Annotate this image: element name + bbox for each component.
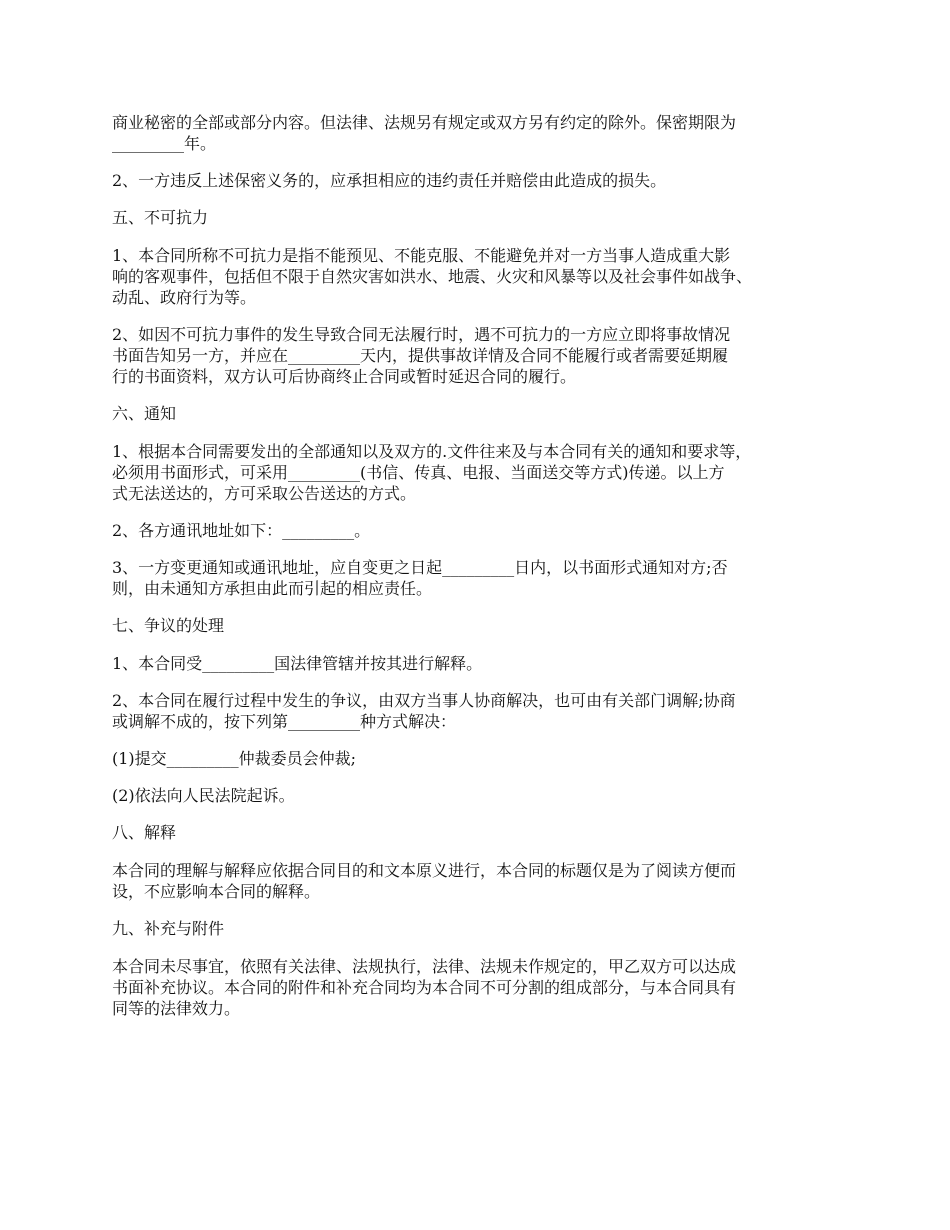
section-heading-interpretation: 八、解释: [112, 823, 177, 842]
document-page: [112, 112, 852, 1035]
paragraph-force-majeure-definition: 1、本合同所称不可抗力是指不能预见、不能克服、不能避免并对一方当事人造成重大影 响的客观事件，包括但不限于自然灾害如洪水、地震、火灾和风暴等以及社会事件如战争、 动乱、政府行为等。: [112, 246, 753, 307]
section-heading-notice: 六、通知: [112, 404, 177, 423]
paragraph-governing-law: 1、本合同受_________国法律管辖并按其进行解释。: [112, 654, 483, 673]
paragraph-supplements: 本合同未尽事宜，依照有关法律、法规执行，法律、法规未作规定的，甲乙双方可以达成 书面补充协议。本合同的附件和补充合同均为本合同不可分割的组成部分，与本合同具有 同等的法律效力。: [112, 957, 737, 1018]
section-heading-disputes: 七、争议的处理: [112, 616, 225, 635]
section-heading-supplements: 九、补充与附件: [112, 919, 225, 938]
paragraph-notice-change: 3、一方变更通知或通讯地址，应自变更之日起_________日内，以书面形式通知对方;否 则，由未通知方承担由此而引起的相应责任。: [112, 558, 728, 598]
paragraph-notice-address: 2、各方通讯地址如下：_________。: [112, 521, 371, 540]
paragraph-force-majeure-notice: 2、如因不可抗力事件的发生导致合同无法履行时，遇不可抗力的一方应立即将事故情况 书面告知另一方，并应在_________天内，提供事故详情及合同不能履行或者需要延期履 行的书面资料，双方认可后协商终止合同或暂时延迟合同的履行。: [112, 325, 731, 386]
paragraph-arbitration-option: (1)提交_________仲裁委员会仲裁;: [112, 749, 357, 768]
paragraph-litigation-option: (2)依法向人民法院起诉。: [112, 786, 295, 805]
section-heading-force-majeure: 五、不可抗力: [112, 208, 209, 227]
paragraph-interpretation: 本合同的理解与解释应依据合同目的和文本原义进行，本合同的标题仅是为了阅读方便而 设，不应影响本合同的解释。: [112, 861, 737, 901]
paragraph-confidentiality-breach: 2、一方违反上述保密义务的，应承担相应的违约责任并赔偿由此造成的损失。: [112, 171, 667, 190]
paragraph-confidentiality-term: 商业秘密的全部或部分内容。但法律、法规另有规定或双方另有约定的除外。保密期限为 _________年。: [112, 113, 737, 153]
paragraph-notice-form: 1、根据本合同需要发出的全部通知以及双方的.文件往来及与本合同有关的通知和要求等， 必须用书面形式，可采用_________(书信、传真、电报、当面送交等方式)传递。以上方 式无法送达的，方可采取公告送达的方式。: [112, 442, 752, 503]
paragraph-dispute-resolution: 2、本合同在履行过程中发生的争议，由双方当事人协商解决，也可由有关部门调解;协商 或调解不成的，按下列第_________种方式解决：: [112, 691, 736, 731]
